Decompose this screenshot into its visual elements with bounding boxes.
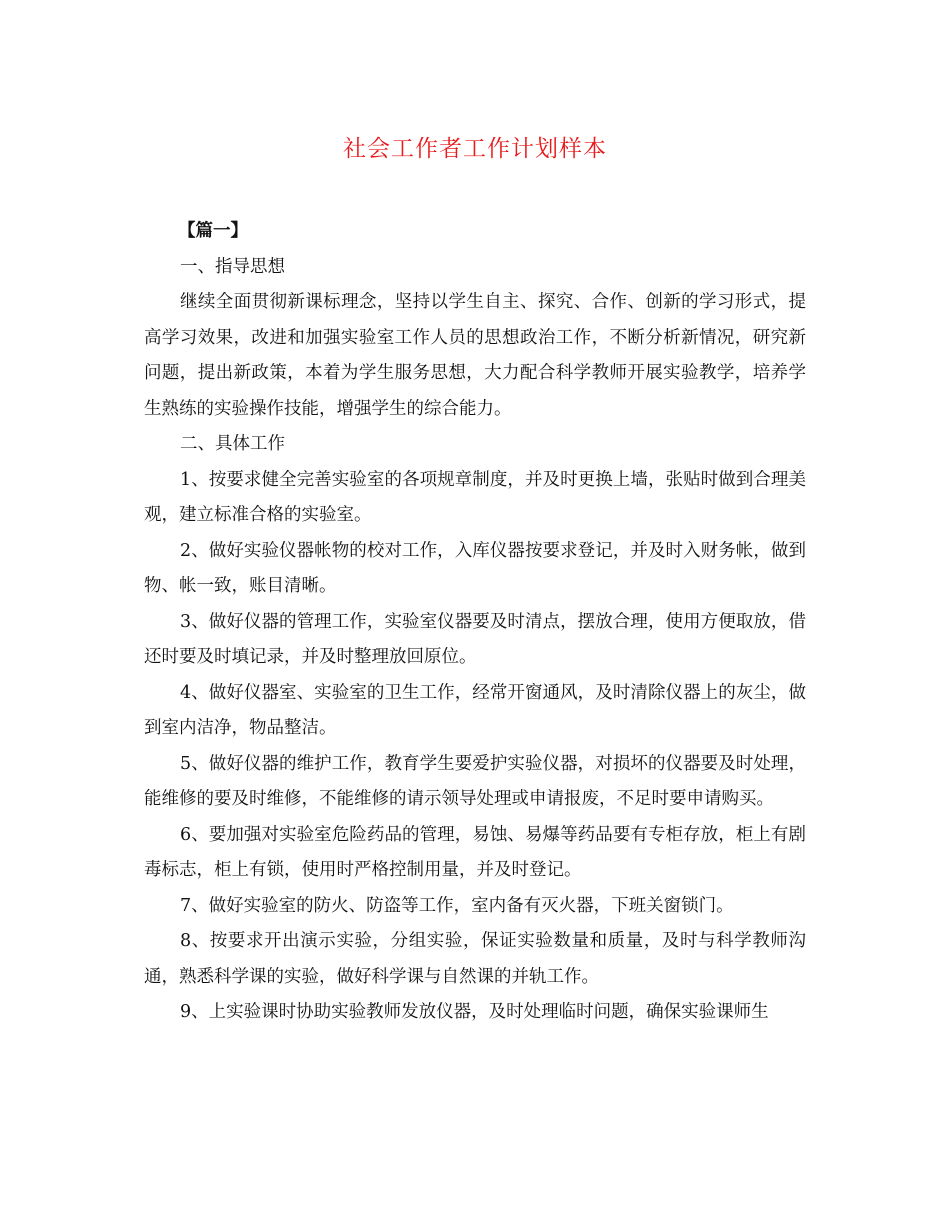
guiding-thought-paragraph: 继续全面贯彻新课标理念，坚持以学生自主、探究、合作、创新的学习形式，提高学习效果，改进和加强实验室工作人员的思想政治工作，不断分析新情况，研究新问题，提出新政策，本着为学生服务思想，大力配合科学教师开展实验教学，培养学生熟练的实验操作技能，增强学生的综合能力。	[144, 292, 806, 419]
heading-specific-work: 二、具体工作	[180, 434, 285, 454]
work-item: 9、上实验课时协助实验教师发放仪器，及时处理临时问题，确保实验课师生	[180, 1002, 769, 1022]
work-item: 6、要加强对实验室危险药品的管理，易蚀、易爆等药品要有专柜存放，柜上有剧毒标志，柜上有锁，使用时严格控制用量，并及时登记。	[144, 824, 806, 880]
document-body	[144, 214, 806, 1031]
section-mark: 【篇一】	[178, 221, 248, 241]
work-item: 1、按要求健全完善实验室的各项规章制度，并及时更换上墙，张贴时做到合理美观，建立标准合格的实验室。	[144, 469, 806, 525]
work-item: 4、做好仪器室、实验室的卫生工作，经常开窗通风，及时清除仪器上的灰尘，做到室内洁净，物品整洁。	[144, 682, 806, 738]
document-title: 社会工作者工作计划样本	[343, 136, 607, 162]
work-item: 3、做好仪器的管理工作，实验室仪器要及时清点，摆放合理，使用方便取放，借还时要及时填记录，并及时整理放回原位。	[144, 611, 806, 667]
work-item: 8、按要求开出演示实验，分组实验，保证实验数量和质量，及时与科学教师沟通，熟悉科学课的实验，做好科学课与自然课的并轨工作。	[144, 931, 806, 987]
work-item: 2、做好实验仪器帐物的校对工作，入库仪器按要求登记，并及时入财务帐，做到物、帐一致，账目清晰。	[144, 540, 806, 596]
heading-guiding-thought: 一、指导思想	[180, 256, 285, 277]
work-item: 5、做好仪器的维护工作，教育学生要爱护实验仪器，对损坏的仪器要及时处理，能维修的要及时维修，不能维修的请示领导处理或申请报废，不足时要申请购买。	[144, 753, 806, 809]
work-item: 7、做好实验室的防火、防盗等工作，室内备有灭火器，下班关窗锁门。	[180, 895, 734, 916]
